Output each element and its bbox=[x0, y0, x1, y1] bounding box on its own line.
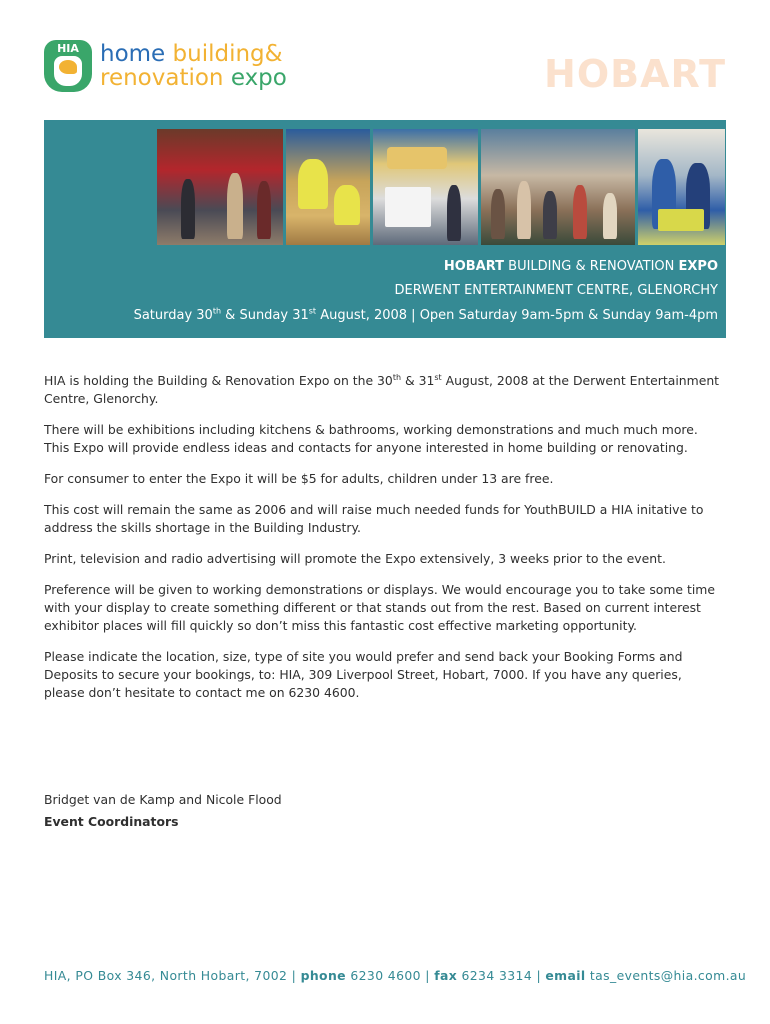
footer-phone: 6230 4600 | bbox=[346, 968, 435, 983]
footer-fax: 6234 3314 | bbox=[457, 968, 546, 983]
letter-body bbox=[44, 372, 726, 715]
photo-kitchen-display bbox=[157, 129, 283, 245]
logo-word-building: building& bbox=[172, 41, 283, 67]
signatory-names: Bridget van de Kamp and Nicole Flood bbox=[44, 792, 282, 807]
logo-word-home: home bbox=[100, 41, 166, 67]
paragraph-intro: HIA is holding the Building & Renovation Expo on the 30th & 31st August, 2008 at the Derwent Entertainment Centre, Glenorchy. bbox=[44, 372, 720, 406]
photo-strip bbox=[157, 129, 725, 245]
paragraph-advertising: Print, television and radio advertising will promote the Expo extensively, 3 weeks prior to the event. bbox=[44, 551, 666, 566]
city-heading: HOBART bbox=[544, 52, 726, 96]
paragraph-preference: Preference will be given to working demonstrations or displays. We would encourage you to take some time with your display to create something different or that stands out from the rest. Based on current interest exhibitor places will fill quickly so don’t miss this fantastic cost effective marketing opportunity. bbox=[44, 582, 715, 633]
photo-expo-crowd bbox=[481, 129, 635, 245]
event-banner bbox=[44, 120, 726, 338]
logo-word-expo: expo bbox=[230, 65, 287, 91]
signature-block bbox=[44, 789, 282, 833]
paragraph-exhibitions: There will be exhibitions including kitchens & bathrooms, working demonstrations and much much more. This Expo will provide endless ideas and contacts for anyone interested in home building or renovating. bbox=[44, 422, 698, 455]
paragraph-entry-cost: For consumer to enter the Expo it will be $5 for adults, children under 13 are free. bbox=[44, 471, 554, 486]
paragraph-booking: Please indicate the location, size, type of site you would prefer and send back your Booking Forms and Deposits to secure your bookings, to: HIA, 309 Liverpool Street, Hobart, 7000. If you have any queries, please don’t hesitate to contact me on 6230 4600. bbox=[44, 649, 683, 700]
logo-word-renovation: renovation bbox=[100, 65, 224, 91]
photo-building-designers-stand bbox=[373, 129, 478, 245]
footer-address: HIA, PO Box 346, North Hobart, 7002 | bbox=[44, 968, 301, 983]
event-venue: DERWENT ENTERTAINMENT CENTRE, GLENORCHY bbox=[394, 283, 718, 298]
logo-wordmark bbox=[100, 42, 287, 90]
photo-brick-demo bbox=[286, 129, 371, 245]
signatory-role: Event Coordinators bbox=[44, 814, 179, 829]
footer-email[interactable]: tas_events@hia.com.au bbox=[585, 968, 747, 983]
event-details bbox=[134, 255, 718, 329]
logo-badge: HIA bbox=[57, 42, 79, 55]
footer-contact: HIA, PO Box 346, North Hobart, 7002 | phone 6230 4600 | fax 6234 3314 | email tas_events@hia.com.au bbox=[44, 968, 747, 983]
event-dates: Saturday 30th & Sunday 31st August, 2008 | Open Saturday 9am-5pm & Sunday 9am-4pm bbox=[133, 306, 718, 323]
paragraph-youthbuild: This cost will remain the same as 2006 and will raise much needed funds for YouthBUILD a HIA initative to address the skills shortage in the Building Industry. bbox=[44, 502, 704, 535]
hia-hand-icon bbox=[44, 40, 92, 92]
hia-logo bbox=[44, 40, 287, 92]
photo-exhibitors bbox=[638, 129, 725, 245]
event-title: HOBART BUILDING & RENOVATION EXPO bbox=[443, 259, 718, 274]
